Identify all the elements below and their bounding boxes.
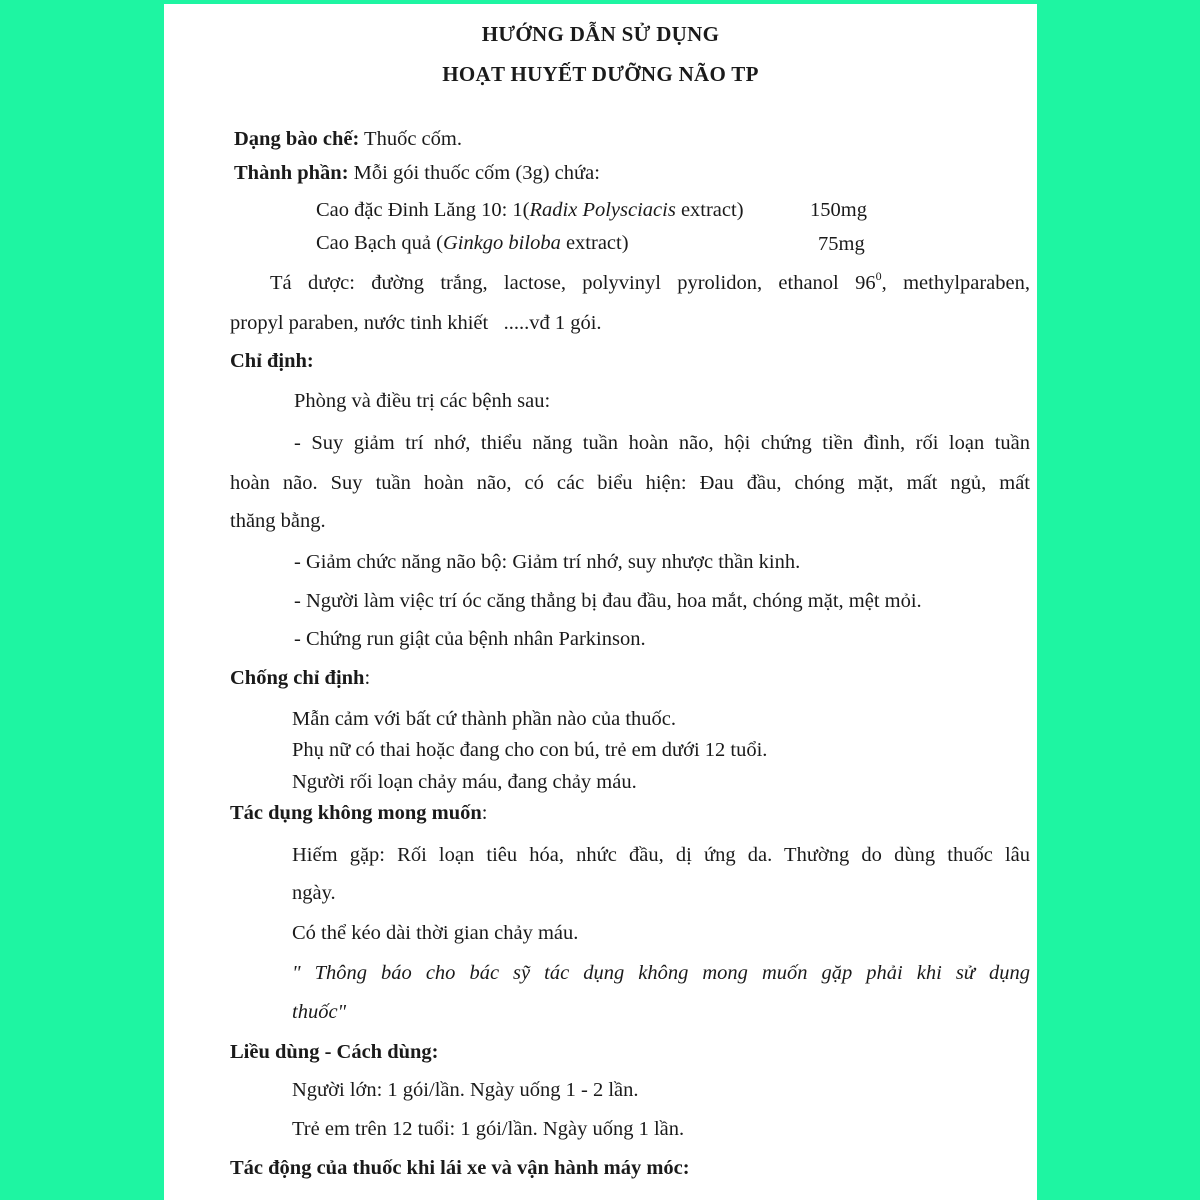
driving-label: Tác động của thuốc khi lái xe và vận hành máy móc: xyxy=(230,1157,690,1179)
dosage-child: Trẻ em trên 12 tuổi: 1 gói/lần. Ngày uống 1 lần. xyxy=(292,1118,685,1140)
contraindications-label: Chống chỉ định xyxy=(230,667,365,689)
indications-heading: Chỉ định: xyxy=(230,350,314,372)
side-effects-colon: : xyxy=(481,802,488,824)
side-effect-1-line2: ngày. xyxy=(292,882,336,904)
ingredient-2-amount: 75mg xyxy=(818,233,865,255)
side-effect-notice-line2: thuốc" xyxy=(292,1001,347,1023)
ingredient-1-latin: Radix Polysciacis xyxy=(529,199,676,221)
excipients-line1 xyxy=(270,269,1031,295)
contraindications-heading xyxy=(230,667,370,690)
indication-1-line3: thăng bằng. xyxy=(230,510,326,532)
dosage-form-label: Dạng bào chế: xyxy=(234,128,360,150)
excipients-line2: propyl paraben, nước tinh khiết .....vđ 1 gói. xyxy=(230,312,602,334)
excipients-text-pre: Tá dược: đường trắng, lactose, polyvinyl pyrolidon, ethanol 96 xyxy=(270,272,876,294)
document-title-line2: HOẠT HUYẾT DƯỠNG NÃO TP xyxy=(442,62,759,86)
contraindications-colon: : xyxy=(364,667,371,689)
side-effects-label: Tác dụng không mong muốn xyxy=(230,802,482,824)
ingredient-1-name-post: extract) xyxy=(675,199,744,221)
excipients-degree: 0 xyxy=(875,269,882,283)
composition-value: Mỗi gói thuốc cốm (3g) chứa: xyxy=(348,162,600,184)
dosage-form-line xyxy=(234,128,462,151)
document-title-line1: HƯỚNG DẪN SỬ DỤNG xyxy=(481,22,720,46)
ingredient-2-name-post: extract) xyxy=(560,232,629,254)
side-effect-notice-line1: " Thông báo cho bác sỹ tác dụng không mong muốn gặp phải khi sử dụng xyxy=(292,962,1030,984)
indication-1-line2: hoàn não. Suy tuần hoàn não, có các biểu hiện: Đau đầu, chóng mặt, mất ngủ, mất xyxy=(230,472,1030,494)
dosage-heading: Liều dùng - Cách dùng: xyxy=(230,1041,439,1063)
contraindication-1: Mẫn cảm với bất cứ thành phần nào của thuốc. xyxy=(292,708,676,730)
indication-1-line1: - Suy giảm trí nhớ, thiểu năng tuần hoàn não, hội chứng tiền đình, rối loạn tuần xyxy=(294,432,1030,454)
contraindication-3: Người rối loạn chảy máu, đang chảy máu. xyxy=(292,771,637,793)
dosage-form-value: Thuốc cốm. xyxy=(359,128,462,150)
indication-4: - Chứng run giật của bệnh nhân Parkinson. xyxy=(294,628,646,650)
contraindication-2: Phụ nữ có thai hoặc đang cho con bú, trẻ em dưới 12 tuổi. xyxy=(292,739,768,761)
side-effects-heading xyxy=(230,802,488,825)
ingredient-2 xyxy=(316,232,629,255)
indications-intro: Phòng và điều trị các bệnh sau: xyxy=(294,390,551,412)
ingredient-1 xyxy=(316,199,744,222)
excipients-text-post: , methylparaben, xyxy=(881,272,1031,294)
composition-label: Thành phần: xyxy=(234,162,349,184)
indication-2: - Giảm chức năng não bộ: Giảm trí nhớ, suy nhược thần kinh. xyxy=(294,551,801,573)
side-effect-2: Có thể kéo dài thời gian chảy máu. xyxy=(292,922,579,944)
composition-line xyxy=(234,162,600,185)
ingredient-1-amount: 150mg xyxy=(810,199,867,221)
ingredient-1-name-pre: Cao đặc Đinh Lăng 10: 1( xyxy=(316,199,530,221)
ingredient-2-name-pre: Cao Bạch quả ( xyxy=(316,232,443,254)
indication-3: - Người làm việc trí óc căng thẳng bị đau đầu, hoa mắt, chóng mặt, mệt mỏi. xyxy=(294,590,922,612)
side-effect-1-line1: Hiếm gặp: Rối loạn tiêu hóa, nhức đầu, dị ứng da. Thường do dùng thuốc lâu xyxy=(292,844,1030,866)
ingredient-2-latin: Ginkgo biloba xyxy=(442,232,561,254)
document-page xyxy=(164,4,1037,1200)
dosage-adult: Người lớn: 1 gói/lần. Ngày uống 1 - 2 lần. xyxy=(292,1079,639,1101)
driving-heading xyxy=(230,1157,690,1180)
